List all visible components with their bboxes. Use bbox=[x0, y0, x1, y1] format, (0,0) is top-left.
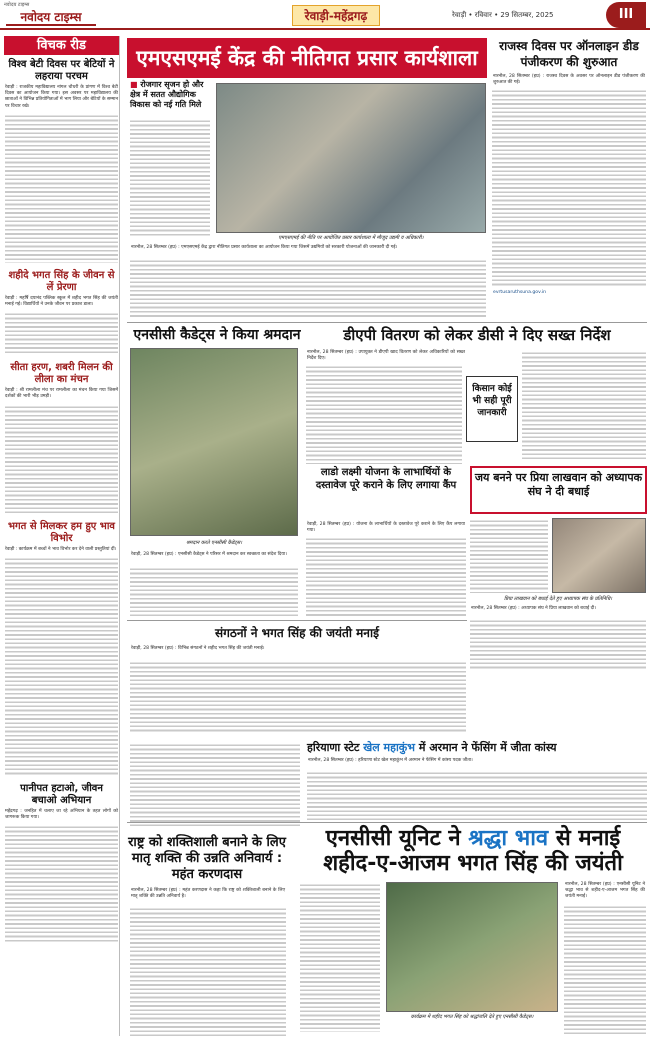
story-headline: शहीदे भगत सिंह के जीवन से लें प्रेरणा bbox=[8, 269, 115, 293]
right-text: नारनौल, 28 सितम्बर (हप्र) : राजस्व दिवस के अवसर पर ऑनलाइन डीड पंजीकरण की शुरुआत की गई। bbox=[493, 74, 645, 86]
text-filler bbox=[300, 882, 380, 1032]
text-filler bbox=[130, 742, 300, 828]
ncc-unit-photo bbox=[386, 882, 558, 1012]
teacher-text: नारनौल, 28 सितम्बर (हप्र) : अध्यापक संघ ने प्रिया लाखवान को बधाई दी। bbox=[471, 606, 596, 611]
section-title: विचक रीड bbox=[4, 36, 119, 55]
story-headline: पानीपत हटाओ, जीवन बचाओ अभियान bbox=[20, 782, 103, 806]
paper-name-small: नवोदय टाइम्स bbox=[4, 2, 30, 8]
text-filler bbox=[5, 556, 118, 776]
ncc-text: रेवाड़ी, 28 सितम्बर (हप्र) : एनसीसी कैडेट्स ने परिसर में श्रमदान कर स्वच्छता का संदेश दिया। bbox=[131, 552, 287, 557]
sports-headline: हरियाणा स्टेट खेल महाकुंभ में अरमान ने फेंसिंग में जीता कांस्य bbox=[307, 741, 557, 754]
lead-subhead: ■ रोजगार सृजन हो और क्षेत्र में सतत औद्योगिक विकास को नई गति मिले bbox=[130, 80, 204, 109]
registration-url: evrtusaruthsuna.gov.in bbox=[493, 290, 547, 295]
sports-text: नारनौल, 28 सितम्बर (हप्र) : हरियाणा स्टेट खेल महाकुंभ में अरमान ने फेंसिंग में कांस्य पदक जीता। bbox=[308, 758, 473, 763]
story-headline: भगत से मिलकर हम हुए भाव विभोर bbox=[8, 520, 115, 544]
text-filler bbox=[130, 258, 486, 318]
text-filler bbox=[130, 906, 286, 1036]
bhagat-text: रेवाड़ी, 28 सितम्बर (हप्र) : विभिन्न संगठनों ने शहीद भगत सिंह की जयंती मनाई। bbox=[131, 646, 265, 651]
lead-text: नारनौल, 28 सितम्बर (हप्र) : एमएसएमई केंद्र द्वारा नीतिगत प्रसार कार्यशाला का आयोजन किया गया जिसमें उद्यमियों को सरकारी योजनाओं की जानकारी दी गई। bbox=[131, 245, 398, 250]
date-line: रेवाड़ी • रविवार • 29 सितम्बर, 2025 bbox=[452, 11, 554, 19]
bottom-right-text: नारनौल, 28 सितम्बर (हप्र) : एनसीसी यूनिट ने श्रद्धा भाव से शहीद-ए-आजम भगत सिंह की जयंती मनाई। bbox=[565, 882, 645, 900]
story-text: महेंद्रगढ़ : जनहित में चलाए जा रहे अभियान के तहत लोगों को जागरूक किया गया। bbox=[5, 808, 118, 821]
photo-caption: कार्यक्रम में शहीद भगत सिंह को श्रद्धांजलि देते हुए एनसीसी कैडेट्स। bbox=[410, 1014, 534, 1020]
story-text: रेवाड़ी : राजकीय महाविद्यालय नांगल चौधरी के प्रांगण में विश्व बेटी दिवस का आयोजन किया गया। इस अवसर पर महाविद्यालय की छात्राओं ने विभिन्न प्रतियोगिताओं में भाग लिया और बेटियों के सम्मान पर विचार रखे। bbox=[5, 85, 118, 109]
text-filler bbox=[307, 770, 647, 820]
divider bbox=[127, 822, 647, 823]
text-filler bbox=[470, 618, 646, 670]
divider bbox=[127, 620, 467, 621]
page-number: III bbox=[606, 2, 646, 28]
teacher-photo bbox=[552, 518, 646, 593]
ncc-headline: एनसीसी कैडेट्स ने किया श्रमदान bbox=[133, 327, 301, 343]
text-filler bbox=[130, 660, 466, 732]
story-text: रेवाड़ी : श्री रामलीला मंच पर रामलीला का मंचन किया गया जिसमें दर्शकों की भारी भीड़ उमड़ी। bbox=[5, 388, 118, 400]
teacher-headline: जय बनने पर प्रिया लाखवान को अध्यापक संघ ने दी बधाई bbox=[470, 466, 647, 514]
story-headline: विश्व बेटी दिवस पर बेटियों ने लहराया परचम bbox=[8, 59, 115, 82]
text-filler bbox=[492, 88, 646, 288]
bottom-right-headline: एनसीसी यूनिट ने श्रद्धा भाव से मनाई शहीद-ए-आजम भगत सिंह की जयंती bbox=[323, 826, 623, 876]
bhagat-headline: संगठनों ने भगत सिंह की जयंती मनाई bbox=[215, 626, 379, 640]
text-filler bbox=[5, 404, 118, 514]
bottom-left-text: नारनौल, 28 सितम्बर (हप्र) : महंत करणदास ने कहा कि राष्ट्र को शक्तिशाली बनाने के लिए मातृ शक्ति की उन्नति अनिवार्य है। bbox=[131, 888, 285, 900]
lead-headline: एमएसएमई केंद्र की नीतिगत प्रसार कार्यशाला bbox=[127, 38, 487, 78]
dap-text: नारनौल, 28 सितम्बर (हप्र) : उपायुक्त ने डीएपी खाद वितरण को लेकर अधिकारियों को सख्त निर्देश दिए। bbox=[307, 350, 465, 362]
masthead bbox=[0, 0, 650, 30]
paper-name: नवोदय टाइम्स bbox=[6, 9, 96, 26]
text-filler bbox=[522, 350, 646, 460]
text-filler bbox=[5, 824, 118, 944]
dap-headline: डीएपी वितरण को लेकर डीसी ने दिए सख्त निर्देश bbox=[343, 326, 611, 344]
text-filler bbox=[130, 118, 210, 238]
right-headline: राजस्व दिवस पर ऑनलाइन डीड पंजीकरण की शुरुआत bbox=[499, 39, 639, 69]
edition-label: रेवाड़ी-महेंद्रगढ़ bbox=[292, 5, 380, 26]
story-text: रेवाड़ी : महर्षि दयानंद पब्लिक स्कूल में शहीद भगत सिंह की जयंती मनाई गई। विद्यार्थियों ने उनके जीवन पर प्रकाश डाला। bbox=[5, 295, 118, 308]
text-filler bbox=[306, 364, 462, 464]
text-filler bbox=[564, 904, 646, 1034]
text-filler bbox=[5, 311, 118, 355]
scheme-headline: लाडो लक्ष्मी योजना के लाभार्थियों के दस्तावेज पूरे कराने के लिए लगाया कैंप bbox=[315, 467, 457, 491]
story-headline: सीता हरण, शबरी मिलन की लीला का मंचन bbox=[10, 362, 113, 386]
text-filler bbox=[5, 113, 118, 263]
text-filler bbox=[470, 518, 548, 593]
photo-caption: प्रिया लाखवान को बधाई देते हुए अध्यापक संघ के प्रतिनिधि। bbox=[503, 596, 613, 602]
photo-caption: एमएसएमई की नीति पर आयोजित प्रसार कार्यशाला में मौजूद उद्यमी व अधिकारी। bbox=[278, 235, 424, 241]
divider bbox=[127, 322, 647, 323]
scheme-text: रेवाड़ी, 28 सितम्बर (हप्र) : योजना के लाभार्थियों के दस्तावेज पूरे कराने के लिए कैंप लगाया गया। bbox=[307, 522, 465, 534]
text-filler bbox=[130, 566, 298, 616]
left-column bbox=[4, 36, 120, 1036]
story-text: रेवाड़ी : कार्यक्रम में बच्चों ने भाव विभोर कर देने वाली प्रस्तुतियां दीं। bbox=[5, 546, 117, 552]
text-filler bbox=[306, 536, 466, 616]
dap-callout: किसान कोई भी सही पूरी जानकारी bbox=[466, 376, 518, 442]
bottom-left-headline: राष्ट्र को शक्तिशाली बनाने के लिए मातृ शक्ति की उन्नति अनिवार्य : महंत करणदास bbox=[128, 835, 286, 882]
lead-photo bbox=[216, 83, 486, 233]
ncc-photo bbox=[130, 348, 298, 536]
photo-caption: श्रमदान करते एनसीसी कैडेट्स। bbox=[186, 540, 242, 546]
